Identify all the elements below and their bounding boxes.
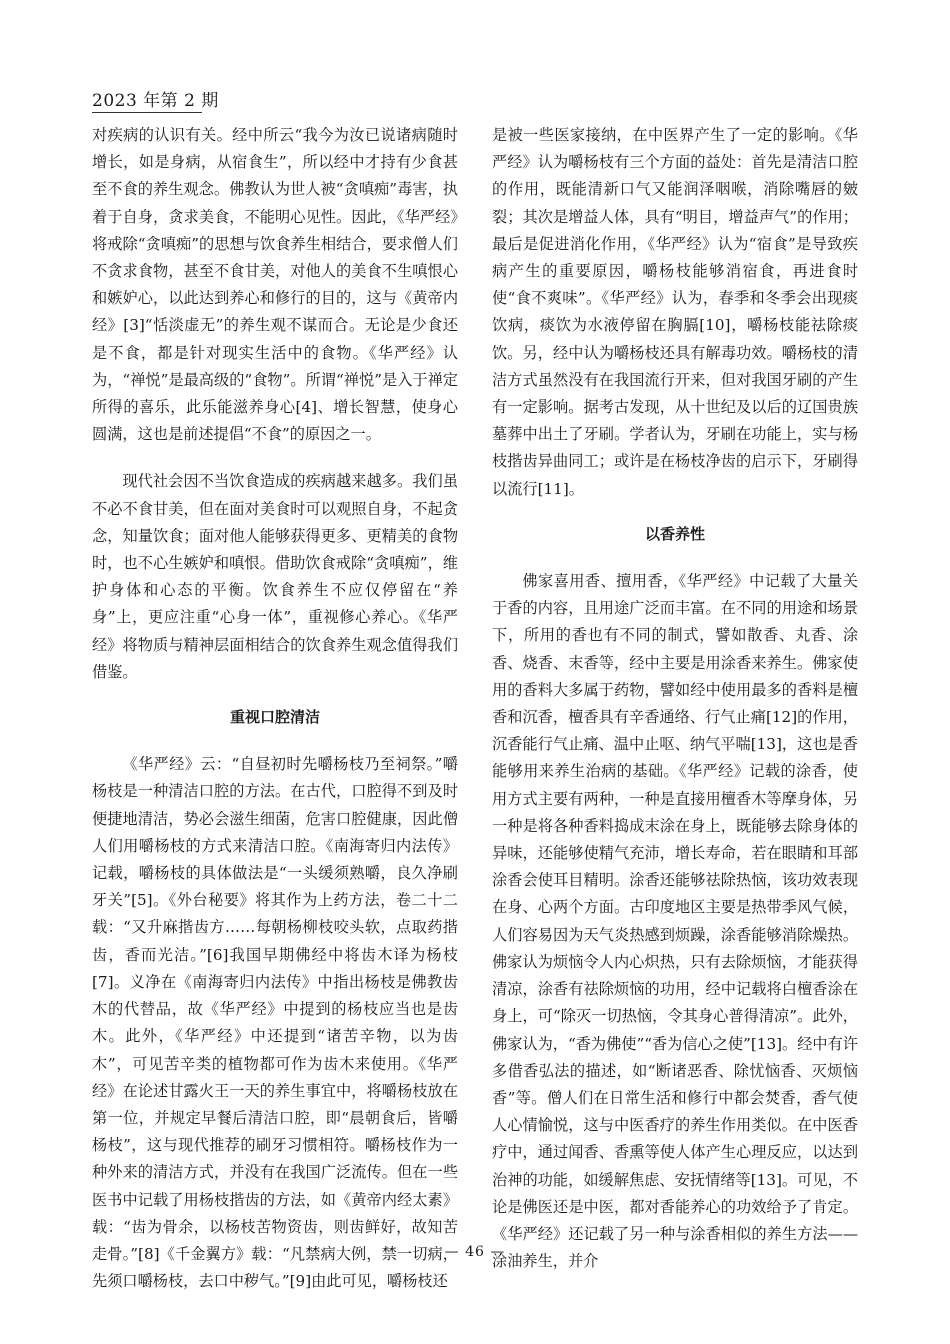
journal-issue-header: 2023 年第 2 期 [92,91,219,111]
left-paragraph-3: 《华严经》云：“自昼初时先嚼杨枝乃至祠祭。”嚼杨枝是一种清洁口腔的方法。在古代，口腔得不到及时便捷地清洁，势必会滋生细菌，危害口腔健康，因此僧人们用嚼杨枝的方式来清洁口腔。《南海寄归内法传》记载，嚼杨枝的具体做法是“一头缓须熟嚼，良久净刷牙关”[5]。《外台秘要》将其作为上药方法，卷二十二载：“又升麻揩齿方……每朝杨柳枝咬头软，点取药揩齿，香而光洁。”[6]我国早期佛经中将齿木译为杨枝[7]。义净在《南海寄归内法传》中指出杨枝是佛教齿木的代替品，故《华严经》中提到的杨枝应当也是齿木。此外，《华严经》中还提到“诸苦辛物，以为齿木”，可见苦辛类的植物都可作为齿木来使用。《华严经》在论述甘露火王一天的养生事宜中，将嚼杨枝放在第一位，并规定早餐后清洁口腔，即“晨朝食后，皆嚼杨枝”，这与现代推荐的刷牙习惯相符。嚼杨枝作为一种外来的清洁方式，并没有在我国广泛流传。但在一些医书中记载了用杨枝揩齿的方法，如《黄帝内经太素》载：“齿为骨余，以杨枝苦物资齿，则齿鲜好，故知苦走骨。”[8]《千金翼方》载：“凡禁病大例，禁一切病，先须口嚼杨枝，去口中秽气。”[9]由此可见，嚼杨枝还 [92,755,458,1291]
right-paragraph-2: 佛家喜用香、擅用香，《华严经》中记载了大量关于香的内容，且用途广泛而丰富。在不同的用途和场景下，所用的香也有不同的制式，譬如散香、丸香、涂香、烧香、末香等，经中主要是用涂香来养生。佛家使用的香料大多属于药物，譬如经中使用最多的香料是檀香和沉香，檀香具有辛香通络、行气止痛[12]的作用，沉香能行气止痛、温中止呕、纳气平喘[13]，这也是香能够用来养生治病的基础。《华严经》记载的涂香，使用方式主要有两种，一种是直接用檀香木等摩身体，另一种是将各种香料捣成末涂在身上，既能够去除身体的异味，还能够使精气充沛，增长寿命，若在眼睛和耳部涂香会使耳目精明。涂香还能够祛除热恼，该功效表现在身、心两个方面。古印度地区主要是热带季风气候，人们容易因为天气炎热感到烦躁，涂香能够消除燥热。佛家认为烦恼令人内心炽热，只有去除烦恼，才能获得清凉，涂香有祛除烦恼的功用，经中记载将白檀香涂在身上，可“除灭一切热恼，令其身心普得清凉”。此外，佛家认为，“香为佛使”“香为信心之使”[13]。经中有许多借香弘法的描述，如“断诸恶香、除忧恼香、灭烦恼香”等。僧人们在日常生活和修行中都会焚香，香气使人心情愉悦，这与中医香疗的养生作用类似。在中医香疗中，通过闻香、香熏等使人体产生心理反应，以达到治神的功能，如缓解焦虑、安抚情绪等[13]。可见，不论是佛医还是中医，都对香能养心的功效给予了肯定。《华严经》还记载了另一种与涂香相似的养生方法——涂油养生，并介 [492,572,858,1271]
right-column [492,122,858,1275]
header-underline [92,112,202,113]
left-paragraph-1: 对疾病的认识有关。经中所云“我今为汝已说诸病随时增长，如是身病，从宿食生”，所以经中才持有少食甚至不食的养生观念。佛教认为世人被“贪嗔痴”毒害，执着于自身，贪求美食，不能明心见性。因此，《华严经》将戒除“贪嗔痴”的思想与饮食养生相结合，要求僧人们不贪求食物，甚至不食甘美，对他人的美食不生嗔恨心和嫉妒心，以此达到养心和修行的目的，这与《黄帝内经》[3]“恬淡虚无”的养生观不谋而合。无论是少食还是不食，都是针对现实生活中的食物。《华严经》认为，“禅悦”是最高级的“食物”。所谓“禅悦”是入于禅定所得的喜乐，此乐能滋养身心[4]、增长智慧，使身心圆满，这也是前述提倡“不食”的原因之一。 [92,126,458,444]
page-number: — 46 — [444,1244,506,1260]
right-paragraph-1: 是被一些医家接纳，在中医界产生了一定的影响。《华严经》认为嚼杨枝有三个方面的益处：首先是清洁口腔的作用，既能清新口气又能润泽咽喉，消除嘴唇的皴裂；其次是增益人体，具有“明目，增益声气”的作用；最后是促进消化作用，《华严经》认为“宿食”是导致疾病产生的重要原因，嚼杨枝能够消宿食，再进食时使“食不爽味”。《华严经》认为，春季和冬季会出现痰饮病，痰饮为水液停留在胸膈[10]，嚼杨枝能祛除痰饮。另，经中认为嚼杨枝还具有解毒功效。嚼杨枝的清洁方式虽然没有在我国流行开来，但对我国牙刷的产生有一定影响。据考古发现，从十世纪及以后的辽国贵族墓葬中出土了牙刷。学者认为，牙刷在功能上，实与杨枝揩齿异曲同工；或许是在杨枝净齿的启示下，牙刷得以流行[11]。 [492,126,858,498]
left-column [92,122,458,1295]
section-heading-oral-hygiene: 重视口腔清洁 [229,708,320,727]
left-paragraph-2: 现代社会因不当饮食造成的疾病越来越多。我们虽不必不食甘美，但在面对美食时可以观照自身，不起贪念，知量饮食；面对他人能够获得更多、更精美的食物时，也不心生嫉妒和嗔恨。借助饮食戒除“贪嗔痴”，维护身体和心态的平衡。饮食养生不应仅停留在“养身”上，更应注重“心身一体”，重视修心养心。《华严经》将物质与精神层面相结合的饮食养生观念值得我们借鉴。 [92,472,458,681]
section-heading-fragrance: 以香养性 [644,524,705,543]
